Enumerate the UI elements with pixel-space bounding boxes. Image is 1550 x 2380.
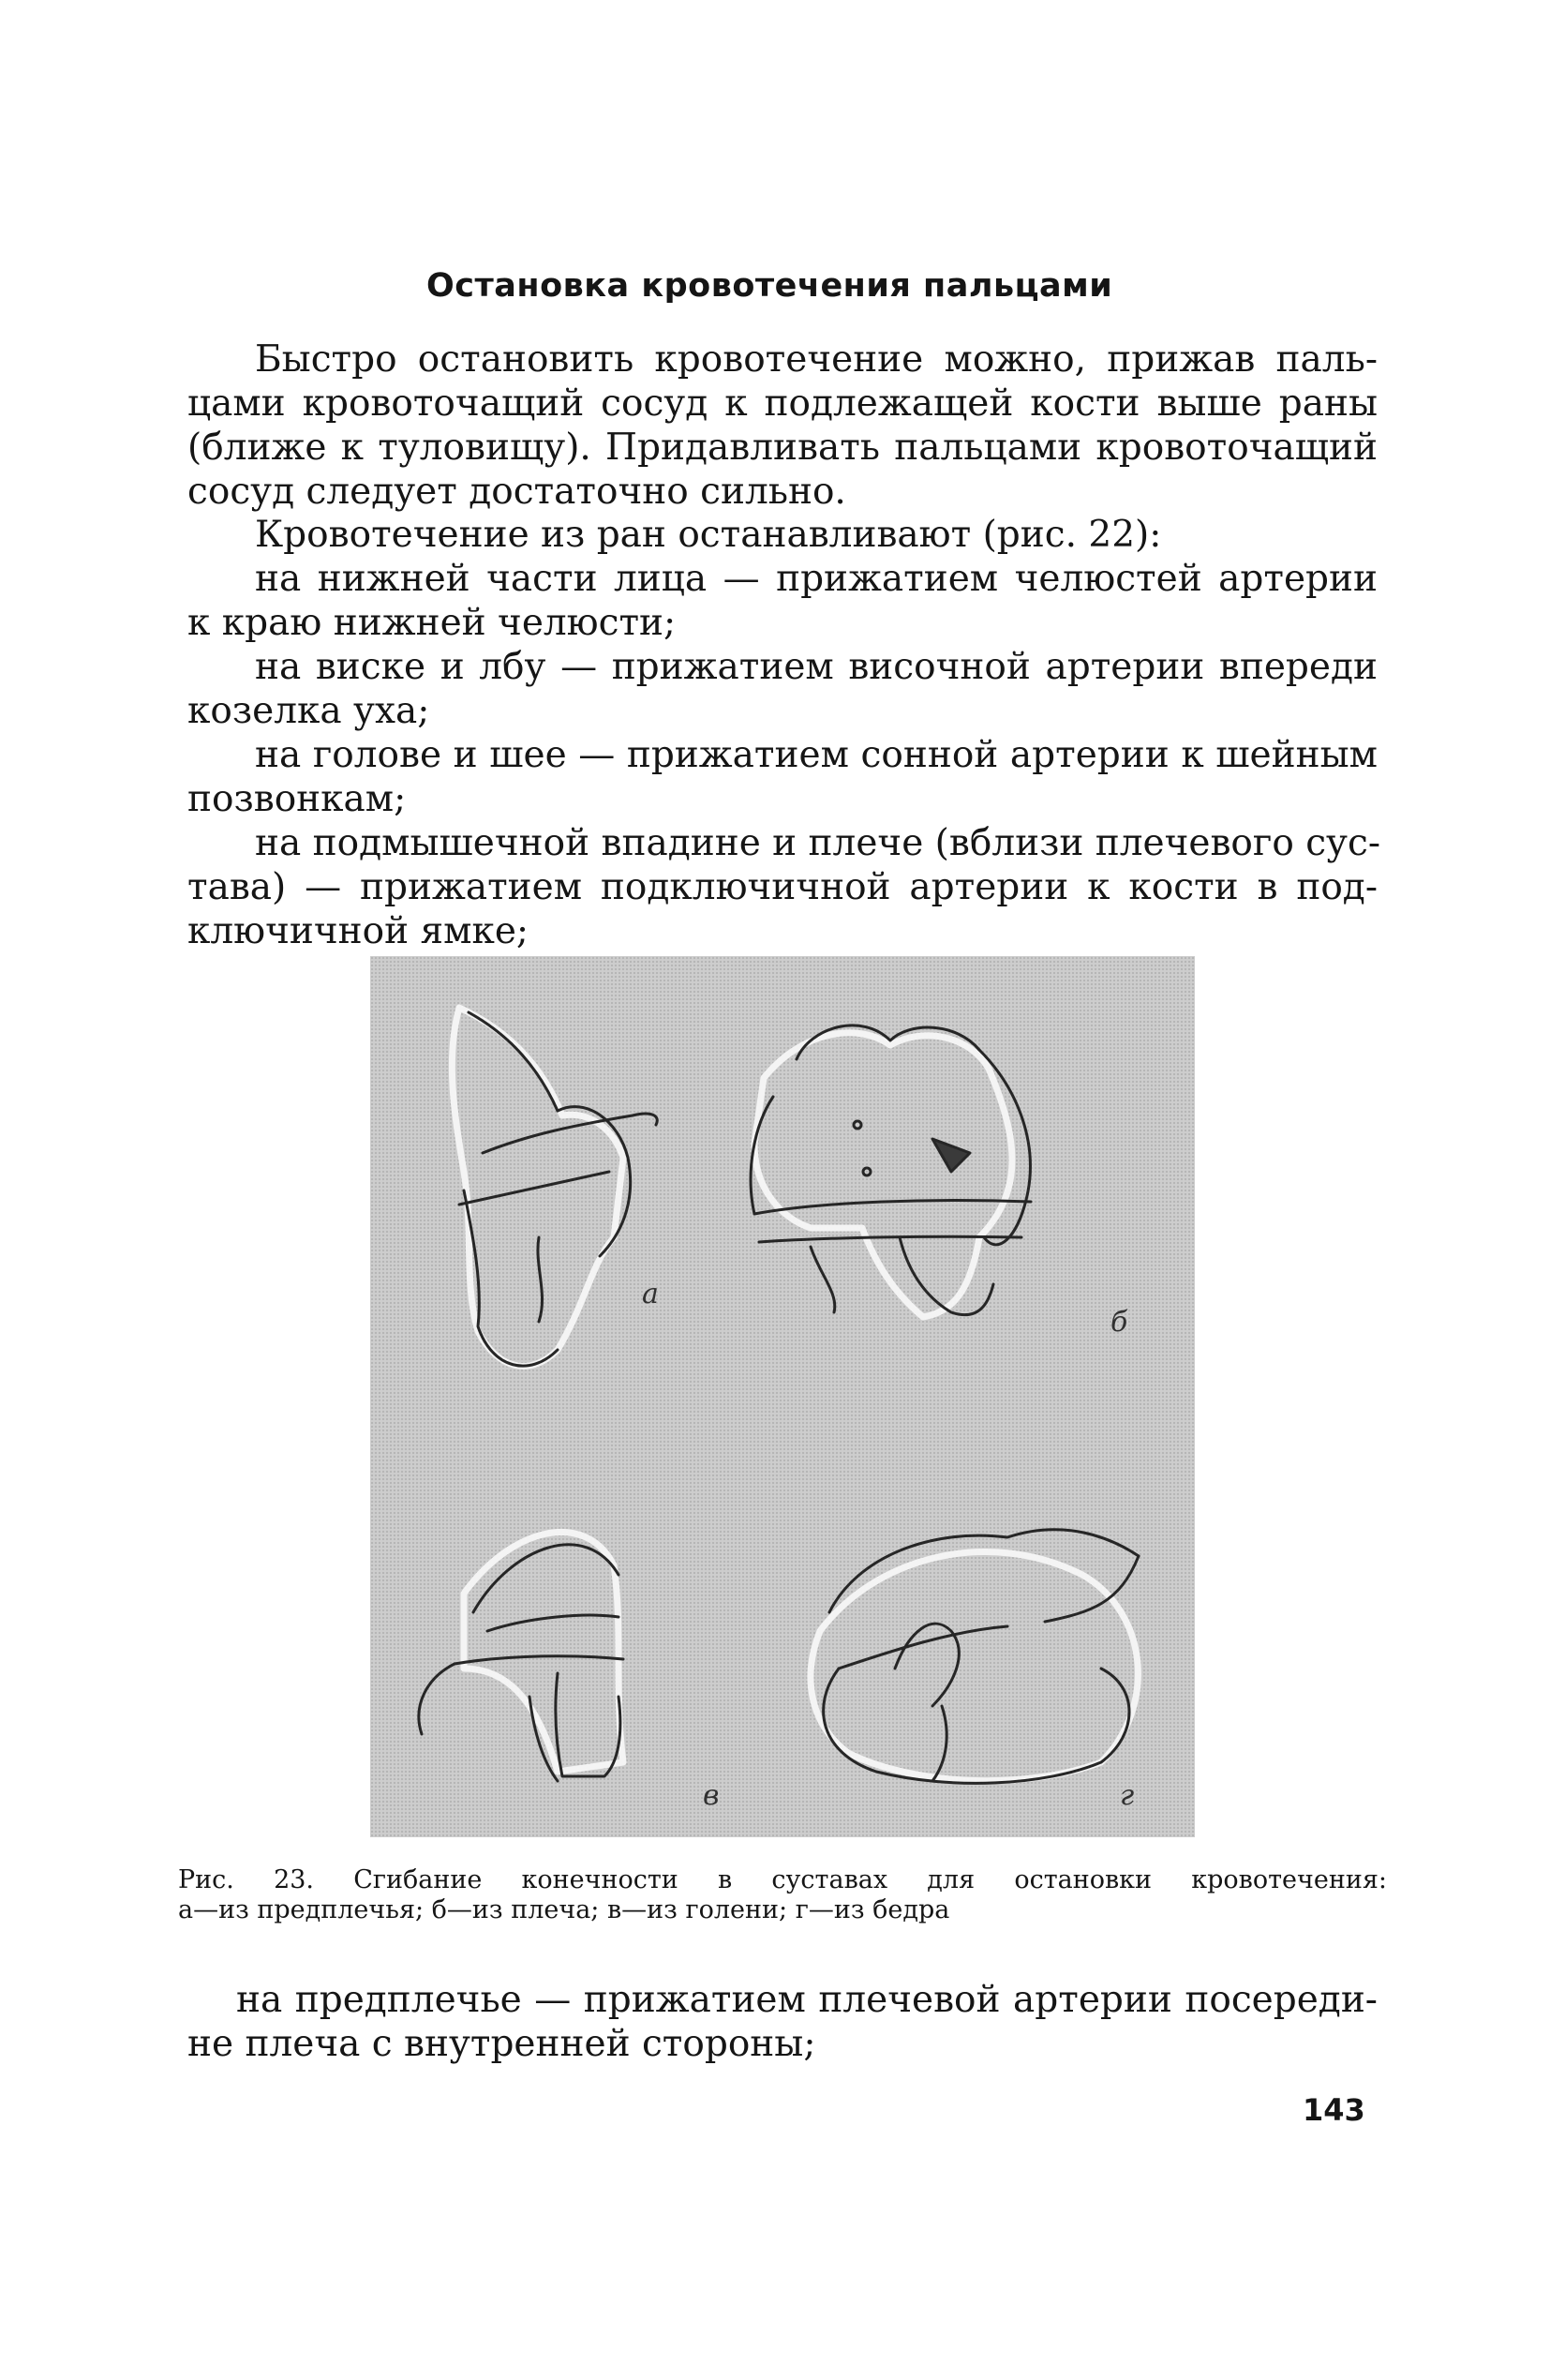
list-intro bbox=[187, 513, 1378, 557]
text-line: сосуд следует достаточно сильно. bbox=[187, 471, 846, 513]
caption-line: а—из предплечья; б—из плеча; в—из голени; г—из бедра bbox=[178, 1895, 950, 1924]
text-line: позвонкам; bbox=[187, 778, 407, 820]
text-line: козелка уха; bbox=[187, 690, 430, 732]
list-item bbox=[187, 733, 1378, 821]
text-line: Быстро остановить кровотечение можно, прижав паль- bbox=[255, 338, 1378, 381]
panel-label: г bbox=[1120, 1779, 1135, 1812]
text-line: тава) — прижатием подключичной артерии к кости в под- bbox=[187, 866, 1378, 908]
illustration bbox=[370, 956, 1195, 1837]
closing-paragraph bbox=[187, 1978, 1378, 2066]
section-heading: Остановка кровотечения пальцами bbox=[426, 267, 1113, 305]
list-item bbox=[187, 557, 1378, 645]
text-line: цами кровоточащий сосуд к подлежащей кости выше раны bbox=[187, 382, 1378, 425]
text-line: Кровотечение из ран останавливают (рис. 22): bbox=[255, 514, 1162, 556]
text-line: на подмышечной впадине и плече (вблизи плечевого сус- bbox=[255, 822, 1381, 864]
text-line: не плеча с внутренней стороны; bbox=[187, 2023, 816, 2065]
panel-label: в bbox=[703, 1779, 720, 1812]
figure-limb-flexion bbox=[370, 956, 1195, 1837]
panel-label: б bbox=[1110, 1306, 1128, 1339]
figure-background bbox=[370, 956, 1195, 1837]
text-line: на виске и лбу — прижатием височной артерии впереди bbox=[255, 646, 1378, 688]
list-item bbox=[187, 645, 1378, 733]
text-line: на голове и шее — прижатием сонной артерии к шейным bbox=[255, 734, 1378, 776]
intro-paragraph bbox=[187, 337, 1378, 514]
text-line: на предплечье — прижатием плечевой артерии посереди- bbox=[236, 1979, 1378, 2021]
text-line: на нижней части лица — прижатием челюстей артерии bbox=[255, 558, 1378, 600]
artery-list bbox=[187, 513, 1381, 953]
panel-label: а bbox=[642, 1278, 659, 1310]
text-line: ключичной ямке; bbox=[187, 910, 529, 952]
page-number: 143 bbox=[1303, 2092, 1365, 2128]
caption-line: Рис. 23. Сгибание конечности в суставах для остановки кровотечения: bbox=[178, 1865, 1387, 1894]
figure-caption bbox=[178, 1865, 1387, 1925]
text-line: к краю нижней челюсти; bbox=[187, 602, 677, 644]
text-line: (ближе к туловищу). Придавливать пальцами кровоточащий bbox=[187, 427, 1378, 469]
list-item bbox=[187, 821, 1381, 953]
